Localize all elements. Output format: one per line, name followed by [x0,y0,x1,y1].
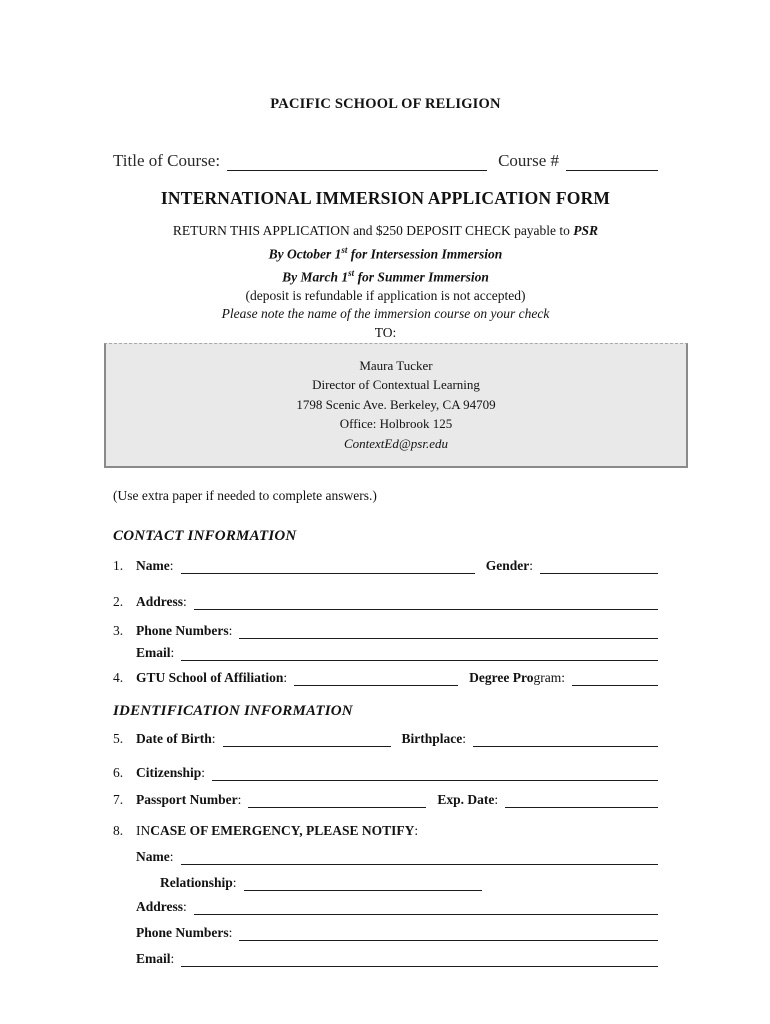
item-number-8: 8. [113,823,124,838]
degree-program-label: Degree Pro [469,670,534,685]
exp-date-input-line[interactable] [505,791,658,808]
emergency-heading-row: 8. IN CASE OF EMERGENCY, PLEASE NOTIFY : [113,823,419,838]
address-input-line[interactable] [194,593,658,610]
email-input-line[interactable] [181,644,658,661]
course-title-input-line[interactable] [227,154,487,171]
recipient-email: ContextEd@psr.edu [343,435,449,451]
emergency-address-row: Address : [136,898,658,915]
phone-numbers-input-line[interactable] [239,622,658,639]
emergency-address-label: Address [136,899,184,914]
item-number-5: 5. [113,731,124,746]
course-title-row [113,151,658,171]
return-instruction-line: RETURN THIS APPLICATION and $250 DEPOSIT CHECK payable to PSR [172,223,599,238]
citizenship-input-line[interactable] [212,764,658,781]
passport-exp-row: 7. Passport Number : Exp. Date : [113,791,658,808]
emergency-name-row: Name : [136,848,658,865]
date-of-birth-label: Date of Birth [136,731,212,746]
citizenship-row: 6. Citizenship : [113,764,658,781]
passport-number-label: Passport Number [136,792,238,807]
item-number-6: 6. [113,765,124,780]
phone-numbers-label: Phone Numbers [136,623,229,638]
emergency-name-input-line[interactable] [181,848,658,865]
email-row: Email : [113,644,658,661]
form-title: INTERNATIONAL IMMERSION APPLICATION FORM [160,188,611,208]
emergency-name-label: Name [136,849,170,864]
emergency-email-label: Email [136,951,171,966]
gender-input-line[interactable] [540,557,658,574]
exp-date-label: Exp. Date [437,792,495,807]
address-label: Address [136,594,184,609]
name-input-line[interactable] [181,557,475,574]
instructions-block [113,222,658,324]
psr-abbrev: PSR [573,223,599,238]
course-number-label: Course # [498,151,559,170]
item-number-4: 4. [113,670,124,685]
birthplace-input-line[interactable] [473,730,658,747]
gender-label: Gender [485,558,530,573]
item-number-2: 2. [113,594,124,609]
to-label: TO: [374,324,397,340]
recipient-address-box [104,343,688,469]
recipient-title: Director of Contextual Learning [312,377,480,392]
item-number-1: 1. [113,558,124,573]
degree-program-input-line[interactable] [572,669,658,686]
course-title-label: Title of Course: [113,151,221,170]
deadline-summer-line: By March 1st for Summer Immersion [282,267,489,284]
date-of-birth-input-line[interactable] [223,730,391,747]
extra-paper-note: (Use extra paper if needed to complete answers.) [113,488,377,503]
relationship-input-line[interactable] [244,874,482,891]
birthplace-label: Birthplace [401,731,463,746]
emergency-address-input-line[interactable] [194,898,658,915]
refund-note-line: (deposit is refundable if application is not accepted) [245,287,526,303]
deadline-intersession-line: By October 1st for Intersession Immersion [268,244,503,261]
passport-number-input-line[interactable] [248,791,426,808]
item-number-7: 7. [113,792,124,807]
item-number-3: 3. [113,623,124,638]
emergency-relationship-row: Relationship : [160,874,658,891]
identification-information-heading: IDENTIFICATION INFORMATION [113,703,353,719]
emergency-notify-label: CASE OF EMERGENCY, PLEASE NOTIFY [150,823,415,838]
emergency-phone-input-line[interactable] [239,924,658,941]
recipient-office: Office: Holbrook 125 [339,416,453,431]
emergency-phone-row: Phone Numbers : [136,924,658,941]
email-label: Email [136,645,171,660]
course-number-input-line[interactable] [566,154,658,171]
check-note-line: Please note the name of the immersion course on your check [221,306,550,321]
recipient-address: 1798 Scenic Ave. Berkeley, CA 94709 [296,396,496,412]
name-label: Name [136,558,170,573]
address-row: 2. Address : [113,593,658,610]
emergency-phone-label: Phone Numbers [136,925,229,940]
gtu-degree-row: 4. GTU School of Affiliation : Degree Pro gram : [113,669,658,686]
contact-information-heading: CONTACT INFORMATION [113,528,297,544]
relationship-label: Relationship [160,875,233,890]
emergency-email-input-line[interactable] [181,950,658,967]
school-name-heading: PACIFIC SCHOOL OF RELIGION [270,96,501,112]
emergency-email-row: Email : [136,950,658,967]
gtu-affiliation-label: GTU School of Affiliation [136,670,284,685]
gtu-affiliation-input-line[interactable] [294,669,458,686]
citizenship-label: Citizenship [136,765,202,780]
recipient-name: Maura Tucker [359,357,433,373]
name-gender-row: 1. Name : Gender : [113,557,658,574]
dob-birthplace-row: 5. Date of Birth : Birthplace : [113,730,658,747]
phone-row: 3. Phone Numbers : [113,622,658,639]
